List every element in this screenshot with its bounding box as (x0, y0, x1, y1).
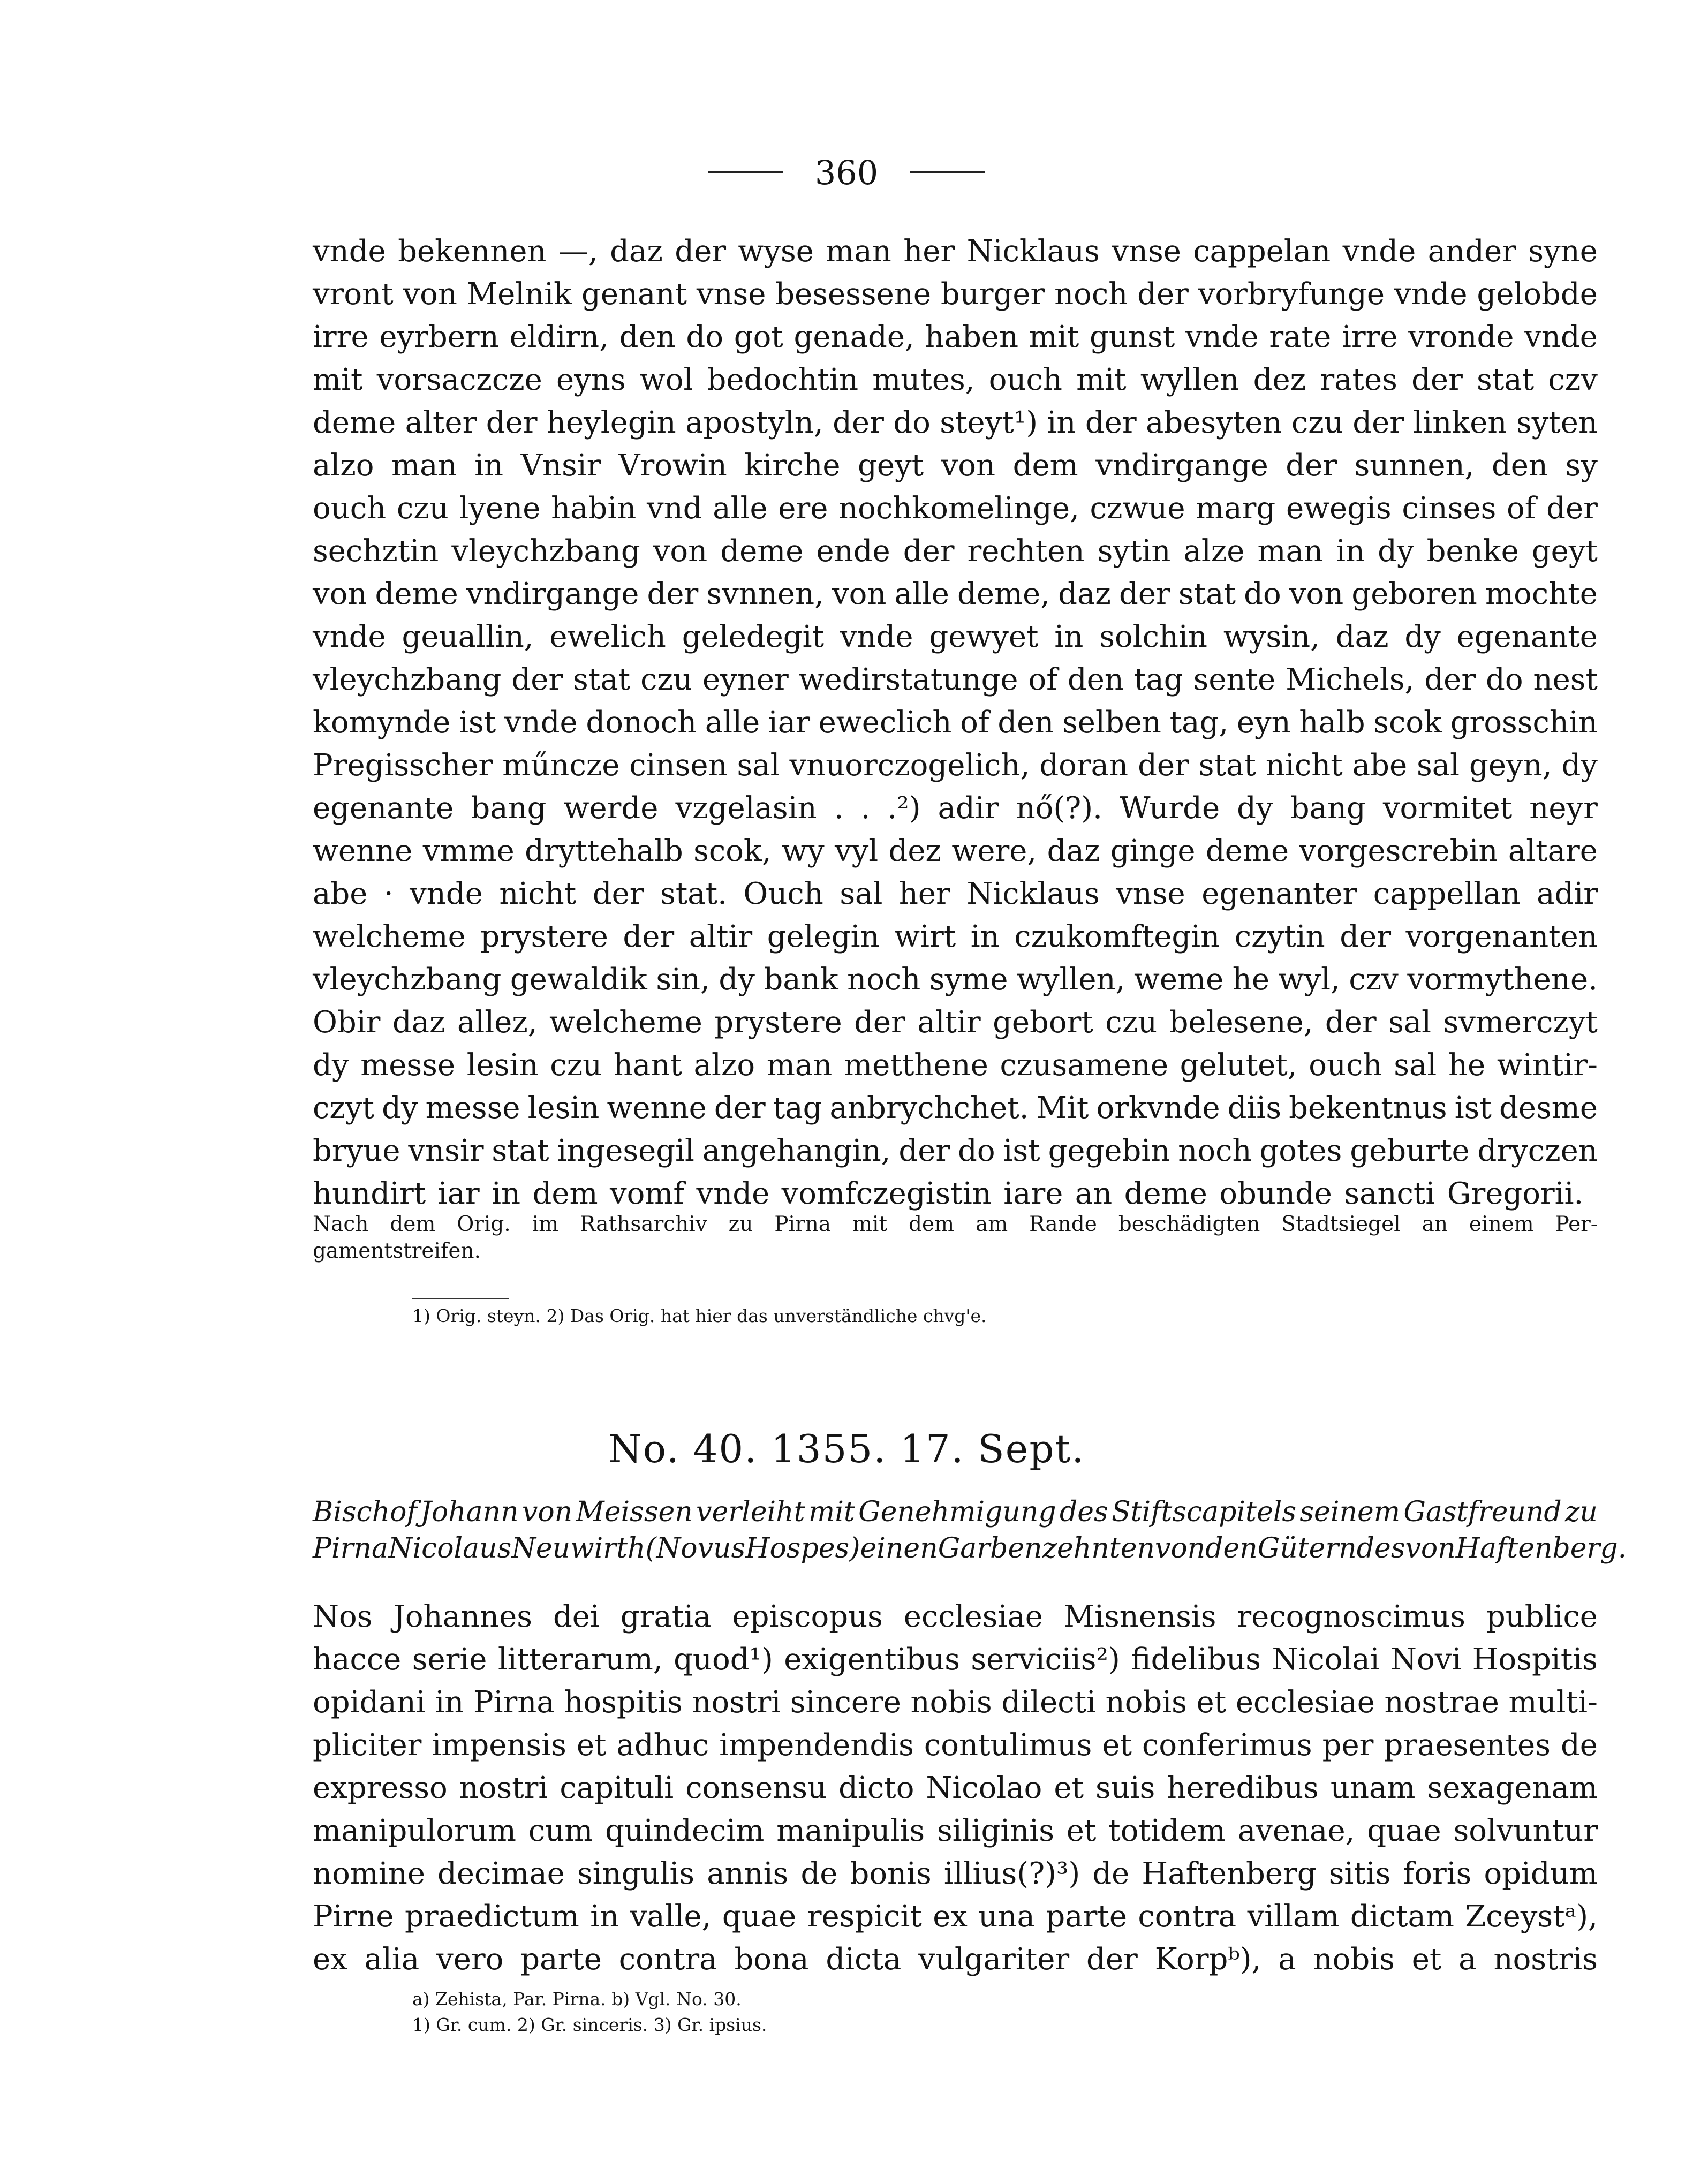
charter-text-line: vnde bekennen —, daz der wyse man her Nicklaus vnse cappelan vnde ander syne (313, 234, 1598, 269)
footnotes-letters: a) Zehista, Par. Pirna. b) Vgl. No. 30. (412, 1989, 742, 2009)
summary-line: Bischof Johann von Meissen verleiht mit Genehmigung des Stiftscapitels seinem Gastfreund zu (313, 1496, 1598, 1528)
footnotes-section1: 1) Orig. steyn. 2) Das Orig. hat hier das unverständliche chvg'e. (412, 1305, 987, 1326)
charter-text-line: hundirt iar in dem vomf vnde vomfczegistin iare an deme obunde sancti Gregorii. (313, 1176, 1584, 1211)
latin-text-line: hacce serie litterarum, quod¹) exigentibus serviciis²) fidelibus Nicolai Novi Hospitis (313, 1642, 1598, 1677)
document-title: No. 40. 1355. 17. Sept. (608, 1426, 1085, 1471)
charter-text-line: vront von Melnik genant vnse besessene burger noch der vorbryfunge vnde gelobde (313, 277, 1598, 312)
charter-text-line: deme alter der heylegin apostyln, der do steyt¹) in der abesyten czu der linken syten (313, 405, 1598, 440)
latin-text-line: Pirne praedictum in valle, quae respicit ex una parte contra villam dictam Zceystᵃ), (313, 1899, 1598, 1934)
latin-text-line: opidani in Pirna hospitis nostri sincere nobis dilecti nobis et ecclesiae nostrae multi- (313, 1685, 1598, 1720)
latin-text-line: expresso nostri capituli consensu dicto Nicolao et suis heredibus unam sexagenam (313, 1771, 1598, 1805)
charter-text-line: Pregisscher műncze cinsen sal vnuorczogelich, doran der stat nicht abe sal geyn, dy (313, 748, 1598, 783)
source-note (313, 1211, 1598, 1265)
charter-text-line: bryue vnsir stat ingesegil angehangin, der do ist gegebin noch gotes geburte dryczen (313, 1133, 1598, 1168)
charter-text-line: vleychzbang der stat czu eyner wedirstatunge of den tag sente Michels, der do nest (313, 662, 1598, 697)
source-note-line: Nach dem Orig. im Rathsarchiv zu Pirna mit dem am Rande beschädigten Stadtsiegel an einem Per- (313, 1212, 1598, 1236)
charter-text-line: komynde ist vnde donoch alle iar eweclich of den selben tag, eyn halb scok grosschin (313, 705, 1598, 740)
latin-text-line: nomine decimae singulis annis de bonis illius(?)³) de Haftenberg sitis foris opidum (313, 1856, 1598, 1891)
charter-text-line: abe · vnde nicht der stat. Ouch sal her Nicklaus vnse egenanter cappellan adir (313, 876, 1598, 911)
latin-text-line: ex alia vero parte contra bona dicta vulgariter der Korpᵇ), a nobis et a nostris (313, 1942, 1598, 1977)
charter-text-line: alzo man in Vnsir Vrowin kirche geyt von dem vndirgange der sunnen, den sy (313, 448, 1598, 483)
charter-text-line: egenante bang werde vzgelasin . . .²) adir nő(?). Wurde dy bang vormitet neyr (313, 791, 1598, 826)
charter-text-line: dy messe lesin czu hant alzo man metthene czusamene gelutet, ouch sal he wintir- (313, 1048, 1598, 1083)
footnote-rule (412, 1298, 509, 1299)
charter-text-line: welcheme prystere der altir gelegin wirt in czukomftegin czytin der vorgenanten (313, 919, 1598, 954)
page-header (0, 151, 1693, 194)
charter-text-line: vleychzbang gewaldik sin, dy bank noch syme wyllen, weme he wyl, czv vormythene. (313, 962, 1598, 997)
charter-text-line: Obir daz allez, welcheme prystere der altir gebort czu belesene, der sal svmerczyt (313, 1005, 1598, 1040)
header-rule-right (910, 171, 985, 173)
charter-text-line: irre eyrbern eldirn, den do got genade, haben mit gunst vnde rate irre vronde vnde (313, 320, 1598, 354)
charter-text-latin (313, 1596, 1598, 1981)
summary-line: Pirna Nicolaus Neuwirth (Novus Hospes) einen Garbenzehnten von den Gütern des von Haftenberg. (313, 1532, 1627, 1565)
document-summary (313, 1494, 1627, 1567)
latin-text-line: Nos Johannes dei gratia episcopus ecclesiae Misnensis recognoscimus publice (313, 1599, 1598, 1634)
charter-text-line: mit vorsaczcze eyns wol bedochtin mutes, ouch mit wyllen dez rates der stat czv (313, 362, 1598, 397)
footnotes-numbers: 1) Gr. cum. 2) Gr. sinceris. 3) Gr. ipsius. (412, 2014, 767, 2035)
latin-text-line: manipulorum cum quindecim manipulis siliginis et totidem avenae, quae solvuntur (313, 1813, 1598, 1848)
charter-text-line: sechztin vleychzbang von deme ende der rechten sytin alze man in dy benke geyt (313, 534, 1598, 569)
header-rule-left (708, 171, 783, 173)
charter-text-line: czyt dy messe lesin wenne der tag anbrychchet. Mit orkvnde diis bekentnus ist desme (313, 1091, 1598, 1125)
charter-text-line: vnde geuallin, ewelich geledegit vnde gewyet in solchin wysin, daz dy egenante (313, 619, 1598, 654)
charter-text-line: von deme vndirgange der svnnen, von alle deme, daz der stat do von geboren mochte (313, 577, 1598, 611)
source-note-line: gamentstreifen. (313, 1239, 481, 1263)
latin-text-line: pliciter impensis et adhuc impendendis contulimus et conferimus per praesentes de (313, 1728, 1598, 1763)
charter-text-german (313, 230, 1598, 1215)
charter-text-line: wenne vmme dryttehalb scok, wy vyl dez were, daz ginge deme vorgescrebin altare (313, 834, 1598, 868)
page-number: 360 (814, 153, 879, 192)
charter-text-line: ouch czu lyene habin vnd alle ere nochkomelinge, czwue marg ewegis cinses of der (313, 491, 1598, 526)
